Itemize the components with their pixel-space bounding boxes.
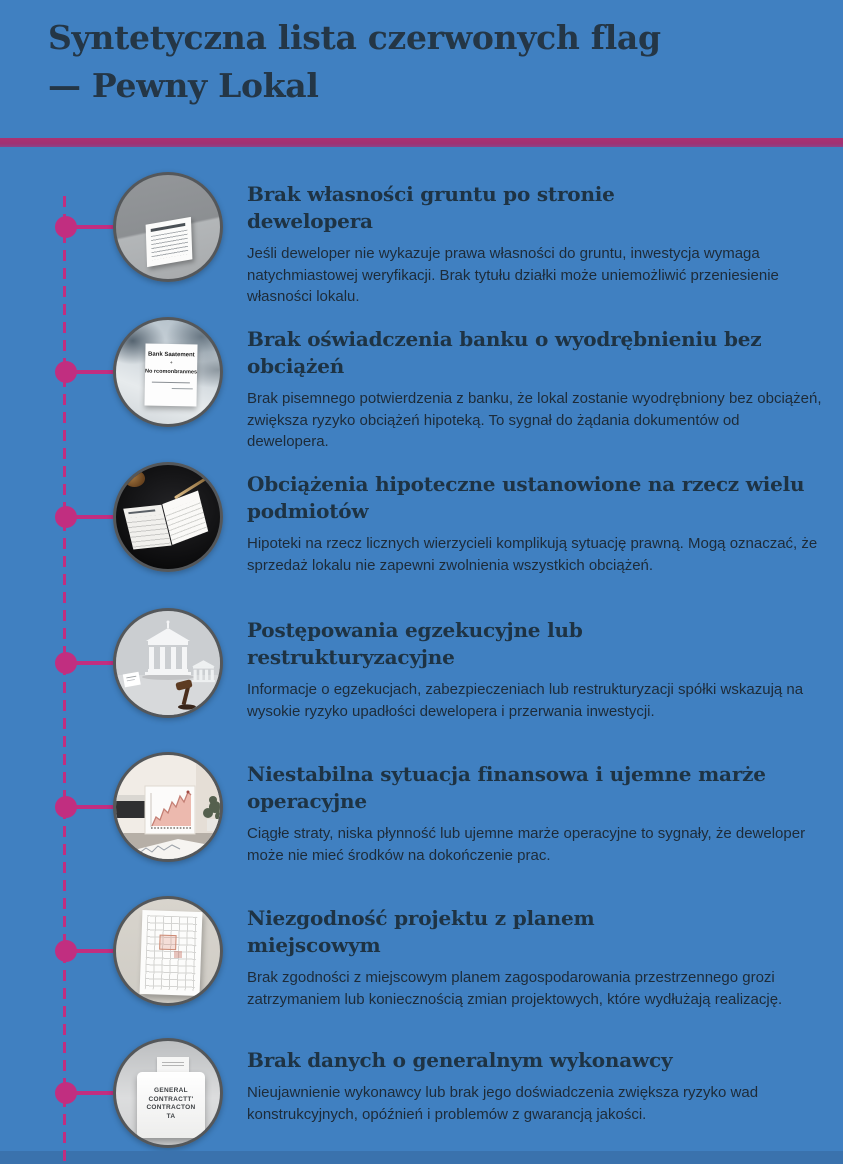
folder-inner-card-shape	[157, 1057, 189, 1079]
red-flag-item-7	[0, 1038, 843, 1154]
item-content	[247, 1047, 824, 1125]
item-description: Informacje o egzekucjach, zabezpieczeniach lub restrukturyzacji spółki wskazują na wysokie ryzyko upadłości dewelopera i przerwania inwestycji.	[247, 681, 804, 720]
court-enforcement-photo	[113, 608, 223, 718]
bank-card-rule	[152, 382, 189, 384]
item-description: Jeśli deweloper nie wykazuje prawa własności do gruntu, inwestycja wymaga natychmiastowej weryfikacji. Brak tytułu działki może uniemożliwić przeniesienie własności lokalu.	[247, 245, 779, 306]
item-title-line-2: obciążeń	[247, 354, 345, 378]
item-title: Brak własności gruntu po stronie	[247, 182, 615, 206]
item-title-line-2: podmiotów	[247, 499, 369, 523]
gavel-knob-shape	[124, 470, 145, 487]
timeline-connector	[66, 949, 114, 953]
folder-label-line-3: CONTRACTON	[146, 1104, 196, 1111]
bank-card-rule-short	[172, 388, 193, 389]
timeline-connector	[66, 515, 114, 519]
header-accent-stripe	[0, 138, 843, 147]
pen-shape	[174, 478, 206, 500]
document-paper-shape	[146, 217, 193, 267]
contractor-folder-photo	[113, 1038, 223, 1148]
item-content	[247, 761, 824, 866]
footer-strip	[0, 1151, 843, 1164]
plan-highlight-mark	[174, 951, 182, 958]
item-title-line-2: miejscowym	[247, 933, 381, 957]
item-title: Niezgodność projektu z planem	[247, 906, 595, 930]
bank-card-text-1: Bank Saatement	[147, 351, 195, 359]
page-title-line-1: Syntetyczna lista czerwonych flag	[48, 18, 661, 57]
item-description: Nieujawnienie wykonawcy lub brak jego doświadczenia zwiększa ryzyko wad konstrukcyjnych, opóźnień i problemów z gwarancją jakości.	[247, 1084, 759, 1123]
financial-chart-photo	[113, 752, 223, 862]
bank-statement-photo	[113, 317, 223, 427]
red-flag-item-1	[0, 172, 843, 306]
bank-card-text-3: No rcomonbranmes	[145, 368, 198, 376]
mortgage-register-photo	[113, 462, 223, 572]
finance-chart-scene	[116, 755, 223, 862]
folder-label-line-2: CONTRACTT'	[148, 1095, 194, 1103]
item-title: Brak oświadczenia banku o wyodrębnieniu bez	[247, 327, 762, 351]
open-register-book-shape	[123, 490, 212, 556]
item-description: Brak zgodności z miejscowym planem zagospodarowania przestrzennego grozi zatrzymaniem lub koniecznością zmian projektowych, które wydłużają realizację.	[247, 969, 783, 1008]
item-title-line-2: dewelopera	[247, 209, 373, 233]
item-content	[247, 905, 824, 1010]
item-title: Obciążenia hipoteczne ustanowione na rzecz wielu	[247, 472, 805, 496]
item-content	[247, 617, 824, 722]
zoning-plan-sheet-shape	[140, 910, 203, 996]
timeline-connector	[66, 225, 114, 229]
item-title: Postępowania egzekucyjne lub	[247, 618, 583, 642]
item-title-line-2: operacyjne	[247, 789, 367, 813]
land-title-document-photo	[113, 172, 223, 282]
timeline-connector	[66, 805, 114, 809]
red-flag-item-3	[0, 462, 843, 578]
timeline-connector	[66, 370, 114, 374]
item-title: Niestabilna sytuacja finansowa i ujemne marże	[247, 762, 766, 786]
item-description: Ciągłe straty, niska płynność lub ujemne marże operacyjne to sygnały, że deweloper może nie mieć środków na dokończenie prac.	[247, 825, 806, 864]
item-title: Brak danych o generalnym wykonawcy	[247, 1048, 673, 1072]
item-content	[247, 326, 824, 453]
red-flag-item-6	[0, 896, 843, 1012]
folder-label-line-4: TA	[166, 1112, 176, 1120]
timeline-connector	[66, 1091, 114, 1095]
zoning-plan-photo	[113, 896, 223, 1006]
bank-card-text-2: +	[169, 359, 173, 367]
item-description: Brak pisemnego potwierdzenia z banku, że lokal zostanie wyodrębniony bez obciążeń, zwiększa ryzyko obciążeń hipoteką. To sygnał do żądania dokumentów od dewelopera.	[247, 390, 822, 451]
contractor-folder-shape	[137, 1072, 205, 1138]
red-flag-item-5	[0, 752, 843, 868]
red-flag-item-4	[0, 608, 843, 724]
timeline-connector	[66, 661, 114, 665]
item-content	[247, 181, 824, 308]
item-title-line-2: restrukturyzacyjne	[247, 645, 455, 669]
bank-statement-card	[144, 344, 197, 407]
courthouse-scene	[116, 611, 223, 718]
folder-label-line-1: GENERAL	[154, 1087, 188, 1094]
item-description: Hipoteki na rzecz licznych wierzycieli komplikują sytuację prawną. Mogą oznaczać, że sprzedaż lokalu nie zapewni zwolnienia wszystkich obciążeń.	[247, 535, 818, 574]
page-title-line-2: — Pewny Lokal	[48, 66, 319, 105]
timeline-dashed-line	[63, 196, 66, 1164]
page-header	[48, 14, 808, 110]
red-flag-item-2	[0, 317, 843, 451]
item-content	[247, 471, 824, 576]
